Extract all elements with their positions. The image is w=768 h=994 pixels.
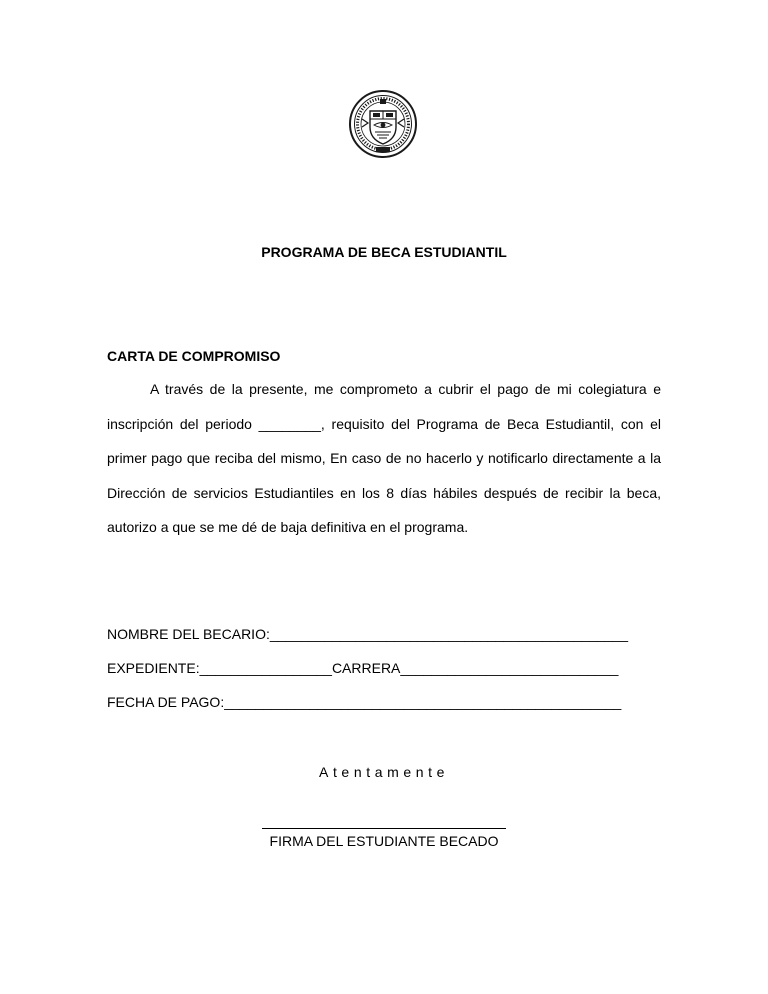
field-nombre-becario: NOMBRE DEL BECARIO:______________________________________________ <box>107 626 629 642</box>
section-heading: CARTA DE COMPROMISO <box>107 348 281 364</box>
field-expediente-carrera: EXPEDIENTE:_________________CARRERA____________________________ <box>107 660 619 676</box>
field-fecha-pago: FECHA DE PAGO:___________________________________________________ <box>107 694 622 710</box>
commitment-paragraph: A través de la presente, me comprometo a cubrir el pago de mi colegiatura e inscripción del periodo ________, requisito del Programa de Beca Estudiantil, con el primer pago que reciba del mismo, En caso de no hacerlo y notificarlo directamente a la Dirección de servicios Estudiantiles en los 8 días hábiles después de recibir la beca, autorizo a que se me dé de baja definitiva en el programa. <box>107 381 661 536</box>
signature-label: FIRMA DEL ESTUDIANTE BECADO <box>269 833 499 849</box>
signature-line <box>262 828 506 829</box>
closing-atentamente: Atentamente <box>319 764 449 780</box>
document-title: PROGRAMA DE BECA ESTUDIANTIL <box>261 244 507 260</box>
university-seal-icon <box>348 89 418 159</box>
